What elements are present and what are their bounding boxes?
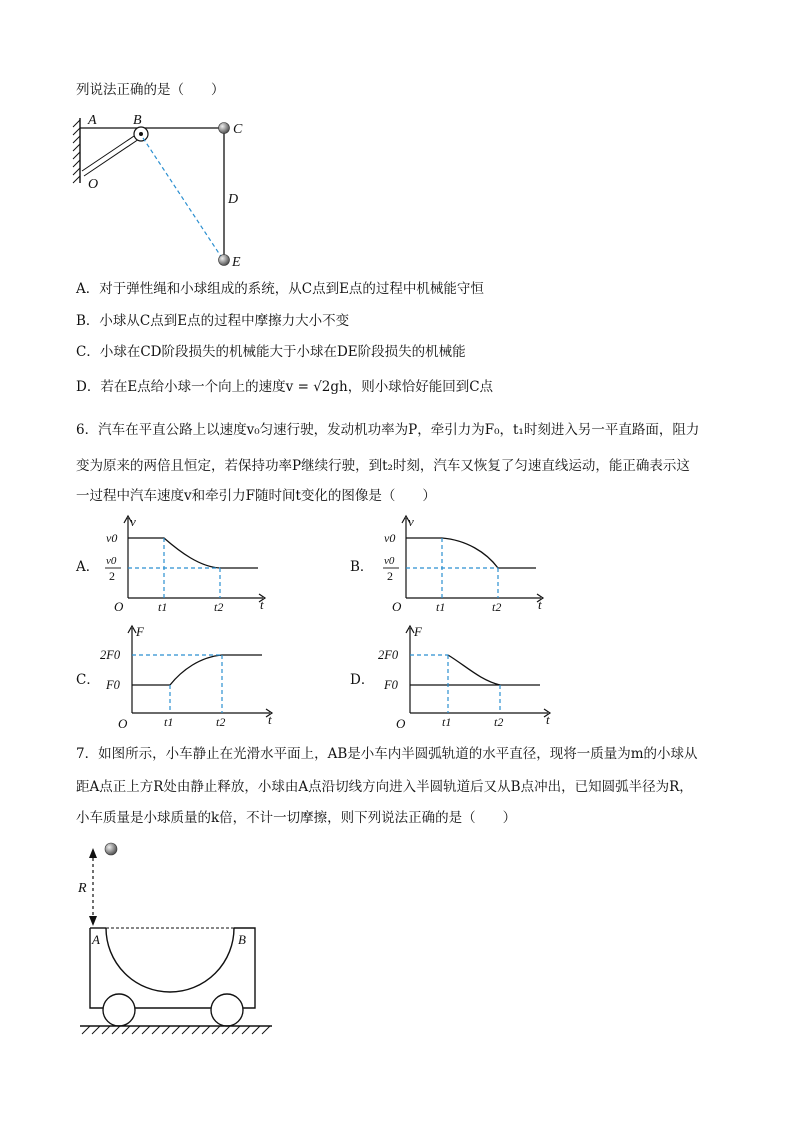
mid-tick-label: F0 — [384, 678, 398, 692]
y-axis-label: v — [130, 514, 136, 529]
top-tick-label: 2F0 — [378, 648, 399, 662]
t1-label: t1 — [164, 715, 174, 729]
label-R: R — [78, 881, 87, 896]
q7-stem-line-1: 7．如图所示，小车静止在光滑水平面上，AB是小车内半圆弧轨道的水平直径，现将一质量为m的小球从 — [76, 746, 698, 762]
q7-stem-line-2: 距A点正上方R处由静止释放，小球由A点沿切线方向进入半圆轨道后又从B点冲出，已知圆弧半径为R， — [76, 779, 693, 795]
x-axis-label: t — [260, 597, 264, 612]
mid-tick-numerator: v0 — [384, 555, 395, 567]
label-O: O — [88, 177, 99, 192]
origin-label: O — [392, 599, 402, 614]
t2-label: t2 — [214, 600, 224, 614]
y-axis-label: F — [136, 624, 144, 639]
q5-stem-tail: 列说法正确的是（ ） — [76, 82, 225, 98]
graph-b — [378, 512, 553, 617]
label-A: A — [92, 932, 100, 947]
q5-option-b: B．小球从C点到E点的过程中摩擦力大小不变 — [76, 313, 350, 329]
label-B: B — [133, 113, 142, 128]
mid-tick-numerator: v0 — [106, 555, 117, 567]
graph-c-option: C． — [76, 672, 100, 688]
graph-b-option: B． — [350, 559, 374, 575]
t2-label: t2 — [492, 600, 502, 614]
graph-a-option: A． — [76, 559, 100, 575]
top-tick-label: v0 — [384, 531, 396, 545]
q7-figure — [74, 836, 284, 1046]
q6-stem-line-3: 一过程中汽车速度v和牵引力F随时间t变化的图像是（ ） — [76, 488, 436, 504]
label-D: D — [228, 192, 239, 207]
x-axis-label: t — [538, 597, 542, 612]
y-axis-label: v — [408, 514, 414, 529]
graph-a — [100, 512, 275, 617]
mid-tick-denominator: 2 — [109, 569, 115, 583]
t2-label: t2 — [494, 715, 504, 729]
origin-label: O — [118, 716, 128, 731]
graph-d — [378, 622, 563, 734]
t1-label: t1 — [158, 600, 168, 614]
t1-label: t1 — [442, 715, 452, 729]
origin-label: O — [114, 599, 124, 614]
q5-option-c: C．小球在CD阶段损失的机械能大于小球在DE阶段损失的机械能 — [76, 344, 466, 360]
t1-label: t1 — [436, 600, 446, 614]
x-axis-label: t — [268, 712, 272, 727]
mid-tick-denominator: 2 — [387, 569, 393, 583]
x-axis-label: t — [546, 712, 550, 727]
q6-stem-line-2: 变为原来的两倍且恒定，若保持功率P继续行驶，到t₂时刻，汽车又恢复了匀速直线运动，能正确表示这 — [76, 458, 690, 474]
q6-stem-line-1: 6．汽车在平直公路上以速度v₀匀速行驶，发动机功率为P，牵引力为F₀，t₁时刻进入另一平直路面，阻力 — [76, 422, 700, 438]
y-axis-label: F — [414, 624, 422, 639]
label-E: E — [232, 255, 241, 270]
graph-d-option: D． — [350, 672, 375, 688]
mid-tick-label: F0 — [106, 678, 120, 692]
label-A: A — [88, 113, 97, 128]
q5-option-a: A．对于弹性绳和小球组成的系统，从C点到E点的过程中机械能守恒 — [76, 281, 484, 297]
t2-label: t2 — [216, 715, 226, 729]
q5-figure — [70, 108, 260, 273]
label-B: B — [238, 932, 246, 947]
top-tick-label: v0 — [106, 531, 118, 545]
graph-c — [100, 622, 285, 734]
label-C: C — [233, 122, 243, 137]
origin-label: O — [396, 716, 406, 731]
q5-option-d: D．若在E点给小球一个向上的速度v = √2gh，则小球恰好能回到C点 — [76, 379, 494, 395]
top-tick-label: 2F0 — [100, 648, 121, 662]
q7-stem-line-3: 小车质量是小球质量的k倍，不计一切摩擦，则下列说法正确的是（ ） — [76, 810, 517, 826]
